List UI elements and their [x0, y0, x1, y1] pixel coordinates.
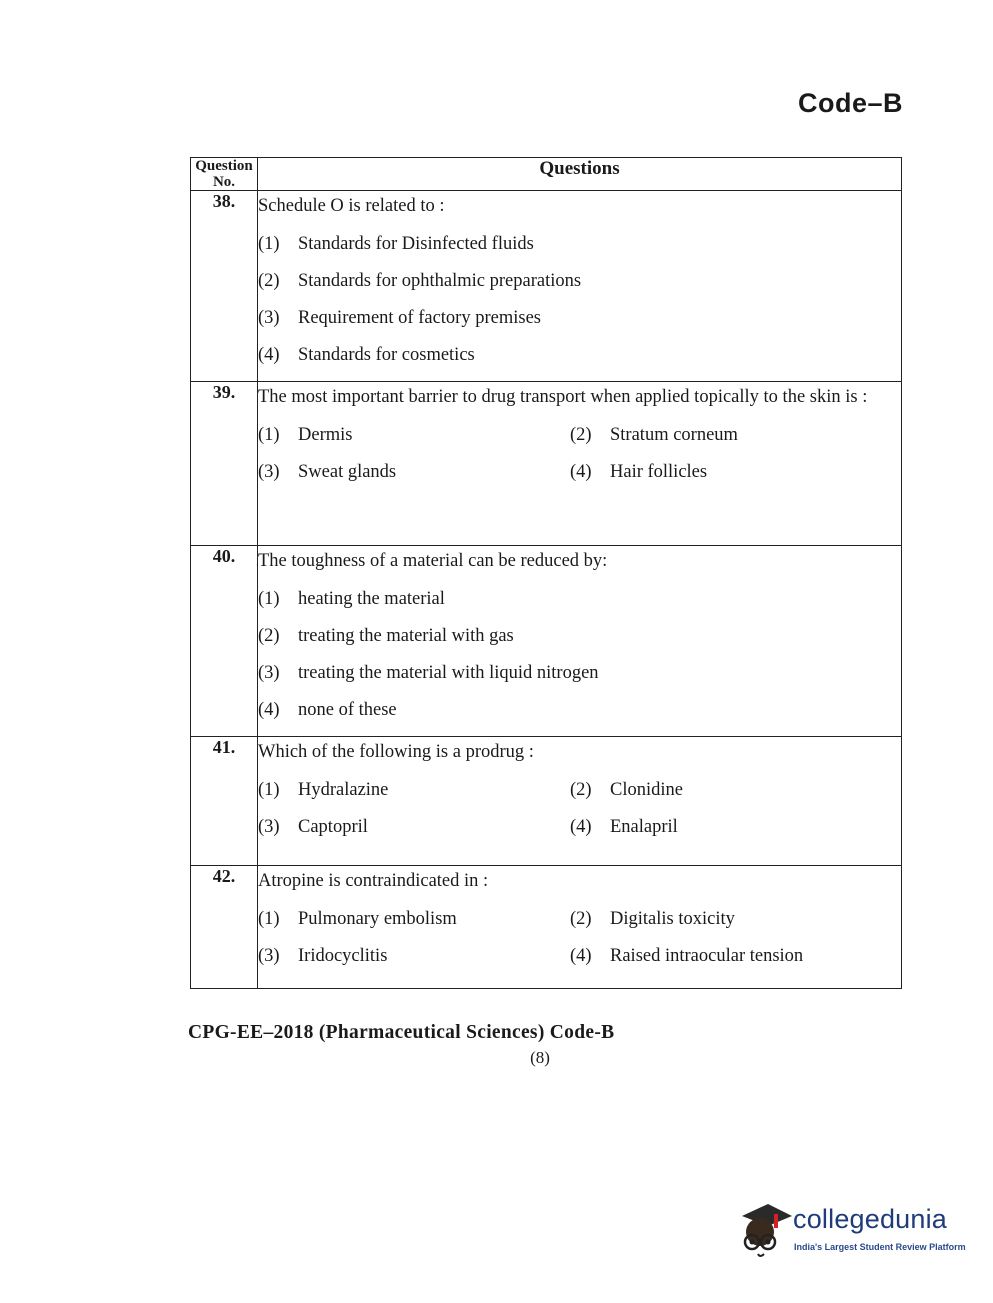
option-number: (4)	[570, 946, 592, 966]
question-body	[258, 191, 902, 382]
question-number: 42.	[191, 866, 258, 989]
option-3	[258, 938, 570, 975]
option-text: Sweat glands	[298, 462, 397, 482]
option-1	[258, 772, 570, 809]
option-1	[258, 226, 901, 263]
option-2	[258, 618, 901, 655]
option-4	[570, 809, 882, 846]
option-2	[570, 901, 882, 938]
option-3	[258, 454, 570, 491]
question-body	[258, 866, 902, 989]
option-number: (1)	[258, 909, 280, 929]
option-number: (1)	[258, 589, 280, 609]
option-4	[258, 337, 901, 374]
option-text: Standards for Disinfected fluids	[298, 234, 534, 254]
option-2	[258, 263, 901, 300]
question-body	[258, 737, 902, 866]
option-number: (4)	[258, 345, 280, 365]
page-number: (8)	[530, 1048, 550, 1067]
question-number: 40.	[191, 546, 258, 737]
option-text: Clonidine	[610, 780, 683, 800]
option-row	[258, 809, 901, 846]
option-number: (3)	[258, 946, 280, 966]
option-2	[570, 772, 882, 809]
option-text: Requirement of factory premises	[298, 308, 541, 328]
question-header-line1: Question	[195, 158, 253, 174]
option-4	[570, 938, 882, 975]
option-number: (2)	[570, 780, 592, 800]
option-row	[258, 772, 901, 809]
option-number: (3)	[258, 308, 280, 328]
question-stem: The most important barrier to drug transport when applied topically to the skin is :	[258, 387, 868, 407]
option-text: Captopril	[298, 817, 368, 837]
option-text: Pulmonary embolism	[298, 909, 457, 929]
option-row	[258, 417, 901, 454]
option-1	[258, 581, 901, 618]
option-4	[570, 454, 882, 491]
option-number: (3)	[258, 663, 280, 683]
option-1	[258, 901, 570, 938]
question-stem: Atropine is contraindicated in :	[258, 871, 489, 891]
option-number: (2)	[258, 271, 280, 291]
question-row-40	[191, 546, 902, 737]
question-number: 38.	[191, 191, 258, 382]
question-body	[258, 382, 902, 546]
option-number: (4)	[570, 817, 592, 837]
question-row-39	[191, 382, 902, 546]
option-number: (4)	[570, 462, 592, 482]
option-number: (3)	[258, 817, 280, 837]
question-row-38	[191, 191, 902, 382]
question-header-line2: No.	[212, 174, 236, 190]
logo-tagline: India's Largest Student Review Platform	[794, 1242, 966, 1252]
option-text: heating the material	[298, 589, 445, 609]
option-text: treating the material with liquid nitrogen	[298, 663, 599, 683]
question-number-header	[191, 158, 258, 191]
option-4	[258, 692, 901, 729]
option-3	[258, 809, 570, 846]
option-text: Iridocyclitis	[298, 946, 388, 966]
option-text: none of these	[298, 700, 397, 720]
option-row	[258, 901, 901, 938]
option-text: Raised intraocular tension	[610, 946, 804, 966]
question-stem: The toughness of a material can be reduced by:	[258, 551, 608, 571]
option-3	[258, 655, 901, 692]
option-text: Standards for ophthalmic preparations	[298, 271, 582, 291]
option-number: (1)	[258, 425, 280, 445]
option-row	[258, 938, 901, 975]
question-body	[258, 546, 902, 737]
option-text: Digitalis toxicity	[610, 909, 735, 929]
exam-footer-title: CPG-EE–2018 (Pharmaceutical Sciences) Code-B	[188, 1022, 615, 1043]
option-number: (2)	[258, 626, 280, 646]
question-stem: Which of the following is a prodrug :	[258, 742, 534, 762]
question-row-41	[191, 737, 902, 866]
option-text: Hair follicles	[610, 462, 708, 482]
option-text: Standards for cosmetics	[298, 345, 475, 365]
question-stem: Schedule O is related to :	[258, 196, 445, 216]
option-number: (4)	[258, 700, 280, 720]
question-number: 41.	[191, 737, 258, 866]
questions-header: Questions	[258, 158, 902, 191]
option-text: Enalapril	[610, 817, 678, 837]
logo-brand-text: collegedunia	[793, 1204, 948, 1234]
option-text: Dermis	[298, 425, 353, 445]
exam-code-label: Code–B	[797, 88, 903, 118]
option-number: (1)	[258, 234, 280, 254]
table-header-row	[191, 158, 902, 191]
question-row-42	[191, 866, 902, 989]
mascot-icon	[738, 1198, 794, 1260]
option-number: (1)	[258, 780, 280, 800]
option-number: (2)	[570, 425, 592, 445]
questions-table	[190, 157, 902, 989]
option-number: (3)	[258, 462, 280, 482]
option-1	[258, 417, 570, 454]
option-2	[570, 417, 882, 454]
option-3	[258, 300, 901, 337]
option-text: Hydralazine	[298, 780, 389, 800]
option-number: (2)	[570, 909, 592, 929]
option-text: Stratum corneum	[610, 425, 738, 445]
option-row	[258, 454, 901, 491]
collegedunia-logo	[738, 1198, 966, 1260]
option-text: treating the material with gas	[298, 626, 514, 646]
question-number: 39.	[191, 382, 258, 546]
